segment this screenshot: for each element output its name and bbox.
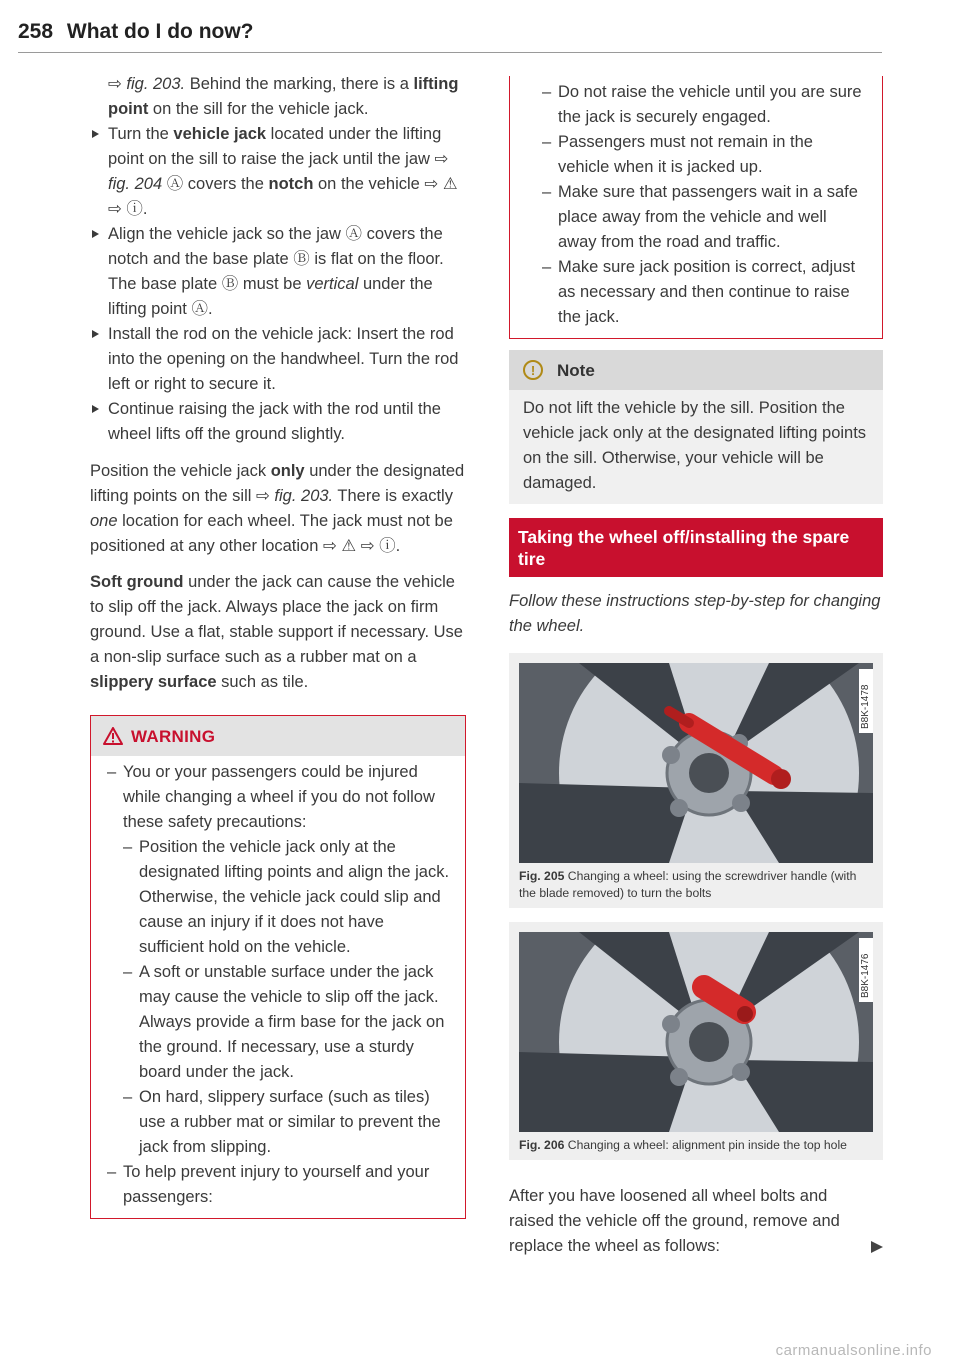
left-column (90, 72, 466, 1219)
warning-subitem: – On hard, slippery surface (such as tiles) use a rubber mat or similar to prevent the jack from slipping. (123, 1085, 451, 1160)
warning-triangle-icon (103, 727, 123, 745)
lead-paragraph: ⇨ fig. 203. Behind the marking, there is a lifting point on the sill for the vehicle jack. (108, 75, 459, 118)
figure-206 (509, 922, 883, 1160)
warning-subitem: – A soft or unstable surface under the jack may cause the vehicle to slip off the jack. Always provide a firm base for the jack on the ground. If necessary, use a sturdy board under the jack. (123, 960, 451, 1085)
warning-continuation (509, 76, 883, 339)
figure-caption: Fig. 205 Changing a wheel: using the screwdriver handle (with the blade removed) to turn the bolts (519, 869, 857, 900)
figure-code: B8K-1478 (860, 684, 871, 729)
body-paragraph: Position the vehicle jack only under the designated lifting points on the sill ⇨ fig. 203. There is exactly one location for each wheel. The jack must not be positioned at any other location ⇨ ⚠ ⇨ ⓘ. (90, 462, 465, 555)
wheel-bolt-screwdriver-illustration (519, 663, 873, 863)
page-number: 258 (18, 20, 54, 43)
continue-arrow-icon (871, 1241, 883, 1253)
right-column (509, 76, 883, 1259)
step-item: Turn the vehicle jack located under the lifting point on the sill to raise the jack until the jaw ⇨ fig. 204 Ⓐ covers the notch on the vehicle ⇨ ⚠ ⇨ ⓘ. (90, 122, 466, 222)
bullet-triangle-icon (92, 330, 99, 338)
warning-body (91, 756, 465, 1218)
warning-header (91, 716, 465, 756)
warning-subitem: – Do not raise the vehicle until you are sure the jack is securely engaged. (542, 80, 868, 130)
bullet-triangle-icon (92, 130, 99, 138)
chapter-title: What do I do now? (66, 20, 254, 43)
figure-caption: Fig. 206 Changing a wheel: alignment pin inside the top hole (519, 1138, 847, 1152)
step-item: Continue raising the jack with the rod until the wheel lifts off the ground slightly. (90, 397, 466, 447)
warning-subitem: – Make sure that passengers wait in a safe place away from the vehicle and well away from the road and traffic. (542, 180, 868, 255)
bullet-triangle-icon (92, 230, 99, 238)
warning-item: – You or your passengers could be injured while changing a wheel if you do not follow these safety precautions: (107, 760, 451, 835)
page-header (18, 20, 254, 44)
bullet-triangle-icon (92, 405, 99, 413)
warning-subitem: – Make sure jack position is correct, adjust as necessary and then continue to raise the jack. (542, 255, 868, 330)
figure-205 (509, 653, 883, 908)
fig-ref[interactable]: ⇨ fig. 204 (108, 150, 449, 193)
section-intro: Follow these instructions step-by-step for changing the wheel. (509, 592, 881, 635)
warning-box (90, 715, 466, 1219)
fig-ref[interactable]: ⇨ fig. 203. (108, 75, 186, 93)
step-item: Install the rod on the vehicle jack: Insert the rod into the opening on the handwheel. Turn the rod left or right to secure it. (90, 322, 466, 397)
warning-title: WARNING (131, 726, 216, 746)
fig-ref[interactable]: ⇨ fig. 203. (256, 487, 334, 505)
alignment-pin-illustration (519, 932, 873, 1132)
info-icon: ! (523, 360, 543, 380)
header-divider (18, 52, 882, 53)
watermark: carmanualsonline.info (775, 1342, 932, 1359)
figure-code: B8K-1476 (860, 953, 871, 998)
warning-subitem: – Position the vehicle jack only at the designated lifting points and align the jack. Otherwise, the vehicle jack could slip and cause an injury if it does not have sufficient hold on the vehicle. (123, 835, 451, 960)
step-item: Align the vehicle jack so the jaw Ⓐ covers the notch and the base plate Ⓑ is flat on the floor. The base plate Ⓑ must be vertical under the lifting point Ⓐ. (90, 222, 466, 322)
closing-paragraph: After you have loosened all wheel bolts and raised the vehicle off the ground, remove and replace the wheel as follows: (509, 1184, 883, 1259)
note-header (509, 350, 883, 390)
section-heading: Taking the wheel off/installing the spare tire (509, 518, 883, 577)
note-box (509, 350, 883, 504)
note-body: Do not lift the vehicle by the sill. Position the vehicle jack only at the designated lifting points on the sill. Otherwise, your vehicle will be damaged. (523, 399, 867, 492)
warning-item: – To help prevent injury to yourself and your passengers: (107, 1160, 451, 1210)
body-paragraph: Soft ground under the jack can cause the vehicle to slip off the jack. Always place the jack on firm ground. Use a flat, stable support if necessary. Use a non-slip surface such as a rubber mat on a slippery surface such as tile. (90, 573, 463, 691)
warning-subitem: – Passengers must not remain in the vehicle when it is jacked up. (542, 130, 868, 180)
note-title: Note (557, 360, 595, 380)
